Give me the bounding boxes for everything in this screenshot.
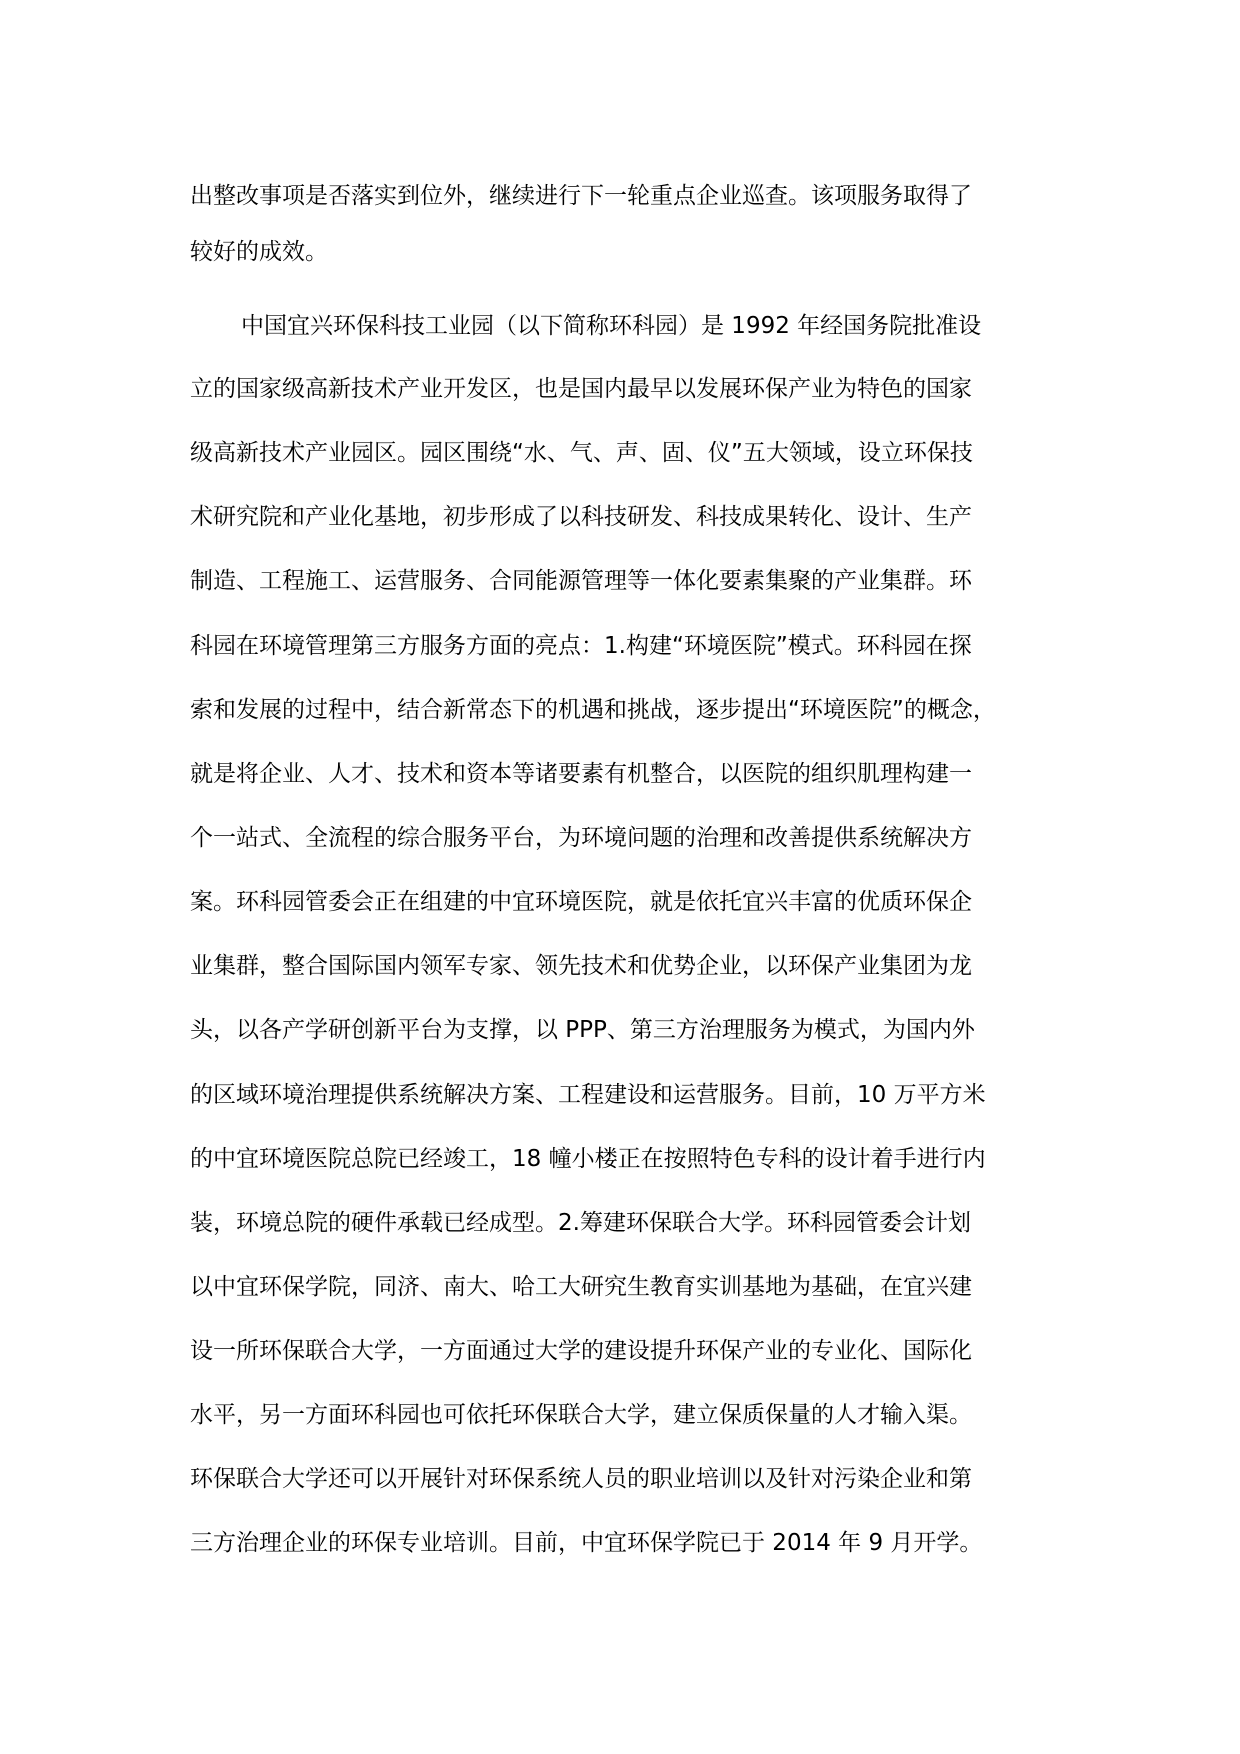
text-line-18: 以中宜环保学院，同济、南大、哈工大研究生教育实训基地为基础，在宜兴建: [190, 1274, 972, 1300]
text-line-11: 个一站式、全流程的综合服务平台，为环境问题的治理和改善提供系统解决方: [190, 825, 972, 851]
text-line-14: 头，以各产学研创新平台为支撑，以 PPP、第三方治理服务为模式，为国内外: [190, 1017, 975, 1043]
text-line-13: 业集群，整合国际国内领军专家、领先技术和优势企业，以环保产业集团为龙: [190, 953, 972, 979]
text-line-16: 的中宜环境医院总院已经竣工，18 幢小楼正在按照特色专科的设计着手进行内: [190, 1146, 986, 1172]
text-line-17: 装，环境总院的硬件承载已经成型。2.筹建环保联合大学。环科园管委会计划: [190, 1210, 971, 1236]
text-line-7: 制造、工程施工、运营服务、合同能源管理等一体化要素集聚的产业集群。环: [190, 568, 972, 594]
text-line-2: 较好的成效。: [190, 239, 328, 265]
text-line-20: 水平，另一方面环科园也可依托环保联合大学，建立保质保量的人才输入渠。: [190, 1402, 972, 1428]
text-line-8: 科园在环境管理第三方服务方面的亮点：1.构建“环境医院”模式。环科园在探: [190, 633, 972, 659]
text-line-6: 术研究院和产业化基地，初步形成了以科技研发、科技成果转化、设计、生产: [190, 504, 972, 530]
text-line-19: 设一所环保联合大学，一方面通过大学的建设提升环保产业的专业化、国际化: [190, 1338, 972, 1364]
text-line-10: 就是将企业、人才、技术和资本等诸要素有机整合，以医院的组织肌理构建一: [190, 761, 972, 787]
text-line-4: 立的国家级高新技术产业开发区，也是国内最早以发展环保产业为特色的国家: [190, 376, 972, 402]
text-line-15: 的区域环境治理提供系统解决方案、工程建设和运营服务。目前，10 万平方米: [190, 1082, 986, 1108]
text-line-1: 出整改事项是否落实到位外，继续进行下一轮重点企业巡查。该项服务取得了: [190, 183, 972, 209]
paragraph-start-line: 中国宜兴环保科技工业园（以下简称环科园）是 1992 年经国务院批准设: [241, 313, 982, 339]
text-line-5: 级高新技术产业园区。园区围绕“水、气、声、固、仪”五大领域，设立环保技: [190, 440, 973, 466]
text-line-22: 三方治理企业的环保专业培训。目前，中宜环保学院已于 2014 年 9 月开学。: [190, 1530, 983, 1556]
text-line-12: 案。环科园管委会正在组建的中宜环境医院，就是依托宜兴丰富的优质环保企: [190, 889, 972, 915]
text-line-21: 环保联合大学还可以开展针对环保系统人员的职业培训以及针对污染企业和第: [190, 1466, 972, 1492]
text-line-9: 索和发展的过程中，结合新常态下的机遇和挑战，逐步提出“环境医院”的概念，: [190, 697, 996, 723]
